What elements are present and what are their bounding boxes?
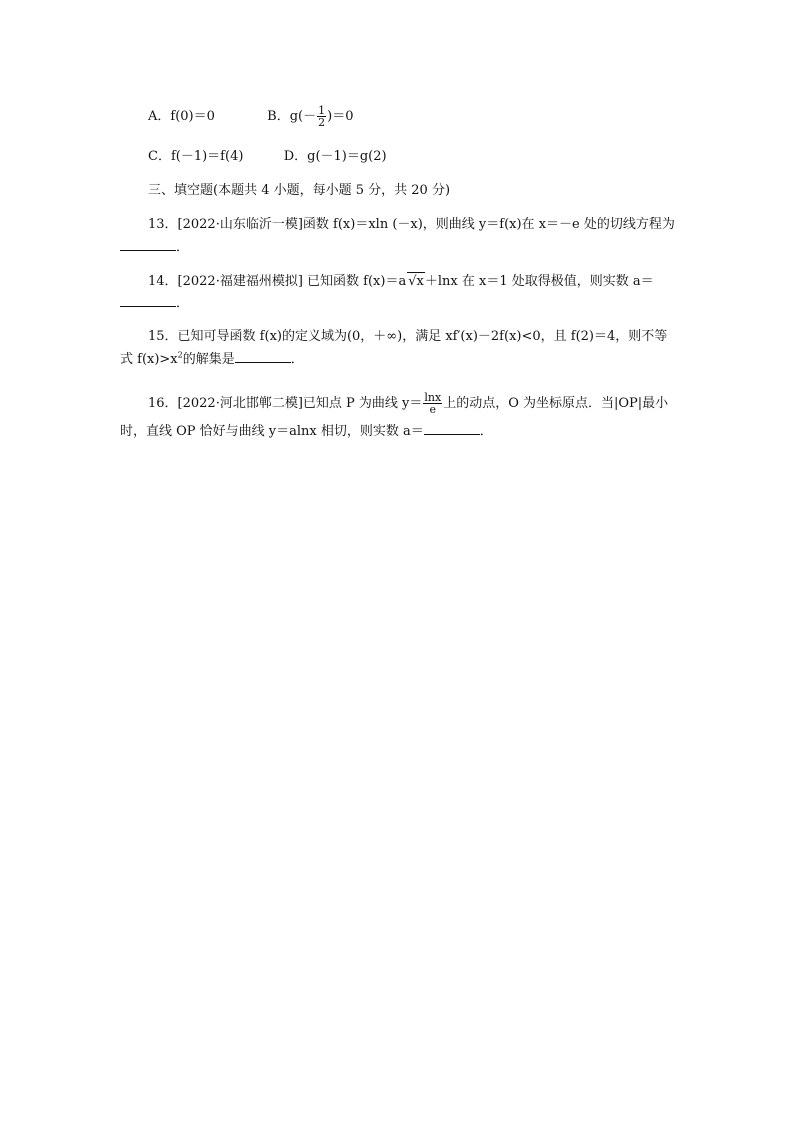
option-a-text: f(0)＝0 xyxy=(170,109,215,124)
question-13-text: [2022·山东临沂一模]函数 f(x)＝xln (－x)，则曲线 y＝f(x)在 x＝－e 处的切线方程为 xyxy=(177,217,675,232)
question-15-end: ． xyxy=(290,352,304,367)
option-d-label: D． xyxy=(283,149,308,164)
answer-blank-15[interactable] xyxy=(235,350,291,363)
fraction-numerator: lnx xyxy=(424,391,442,404)
question-13-line1 xyxy=(148,216,675,234)
option-c-label: C． xyxy=(148,149,171,164)
question-16-number: 16． xyxy=(148,396,178,411)
option-c-text: f(－1)＝f(4) xyxy=(170,149,244,164)
question-14-text-post: ＋lnx 在 x＝1 处取得极值，则实数 a＝ xyxy=(424,274,654,289)
question-16-text-post: 上的动点，O 为坐标原点．当|OP|最小 xyxy=(443,396,669,411)
option-b-fraction xyxy=(317,105,326,128)
exponent: 2 xyxy=(177,350,183,360)
fraction-denominator: e xyxy=(429,403,437,416)
question-14-number: 14． xyxy=(148,274,178,289)
question-14-line1 xyxy=(148,272,654,291)
sqrt-content: x xyxy=(416,274,424,289)
question-14-text-pre: [2022·福建福州模拟] 已知函数 f(x)＝a xyxy=(177,274,407,289)
option-b-suffix: )＝0 xyxy=(327,109,354,124)
answer-blank-16[interactable] xyxy=(424,422,480,435)
question-16-line2 xyxy=(120,422,493,441)
options-ab-row xyxy=(148,105,353,128)
question-14-end: ． xyxy=(176,296,190,311)
options-cd-row xyxy=(148,148,387,166)
question-13-number: 13． xyxy=(148,217,178,232)
fraction-numerator: 1 xyxy=(318,104,326,117)
option-b-prefix: g(－ xyxy=(289,109,317,124)
option-b-label: B． xyxy=(267,109,290,124)
question-15-text-line2-post: 的解集是 xyxy=(182,352,235,367)
option-a-label: A． xyxy=(148,109,171,124)
question-14-line2 xyxy=(120,294,189,313)
section-heading: 三、填空题(本题共 4 小题，每小题 5 分，共 20 分) xyxy=(148,183,451,198)
question-15-text-line1: 已知可导函数 f(x)的定义域为(0，＋∞)，满足 xf′(x)－2f(x)<0，且 f(2)＝4，则不等 xyxy=(177,329,668,344)
question-13-line2 xyxy=(120,238,189,257)
fraction-denominator: 2 xyxy=(318,116,326,129)
question-16-text-line2: 时，直线 OP 恰好与曲线 y＝alnx 相切，则实数 a＝ xyxy=(120,424,424,439)
question-15-line1 xyxy=(148,328,667,346)
sqrt-symbol: √x xyxy=(408,274,424,289)
question-16-fraction xyxy=(423,392,442,415)
option-d-text: g(－1)＝g(2) xyxy=(307,149,387,164)
question-15-number: 15． xyxy=(148,329,178,344)
question-16-end: ． xyxy=(479,424,493,439)
question-13-end: ． xyxy=(176,240,190,255)
answer-blank-14[interactable] xyxy=(120,294,176,307)
question-15-line2 xyxy=(120,350,304,369)
question-16-line1 xyxy=(148,392,668,415)
question-16-text-pre: [2022·河北邯郸二模]已知点 P 为曲线 y＝ xyxy=(177,396,423,411)
question-15-text-line2-pre: 式 f(x)>x xyxy=(120,352,178,367)
answer-blank-13[interactable] xyxy=(120,238,176,251)
